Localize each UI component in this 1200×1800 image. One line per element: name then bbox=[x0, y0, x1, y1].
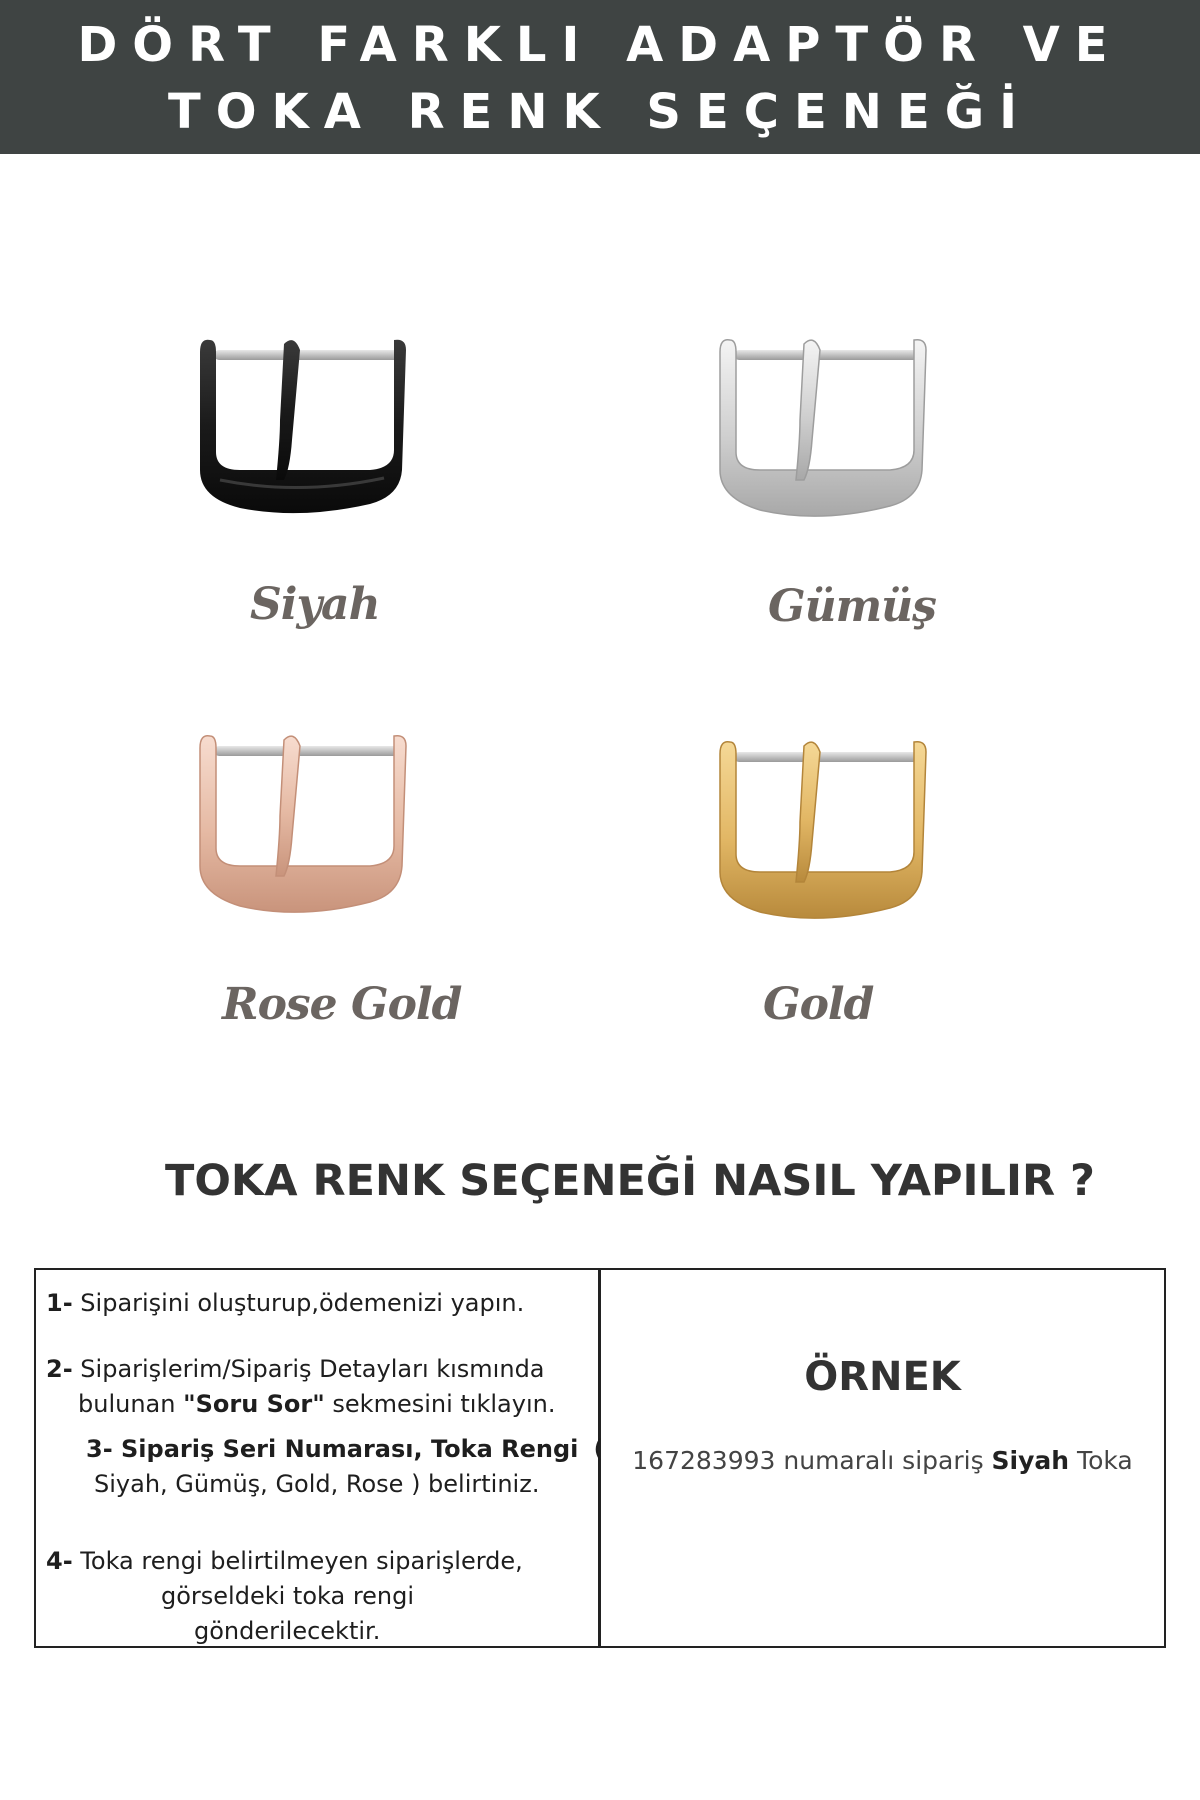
step-2-number: 2- bbox=[46, 1355, 73, 1383]
example-text-pre: 167283993 numaralı sipariş bbox=[632, 1446, 992, 1475]
step-2 bbox=[46, 1352, 545, 1387]
banner-title-line-2: TOKA RENK SEÇENEĞİ bbox=[167, 84, 1033, 140]
step-3-tail: ( bbox=[578, 1435, 604, 1463]
buckle-gold-icon bbox=[700, 722, 960, 932]
buckle-silver-icon bbox=[700, 320, 960, 530]
instructions-table bbox=[34, 1268, 1166, 1648]
buckle-black-icon bbox=[180, 320, 440, 530]
step-4-line-2: görseldeki toka rengi bbox=[161, 1582, 415, 1610]
step-3-line-2: Siyah, Gümüş, Gold, Rose ) belirtiniz. bbox=[94, 1470, 540, 1498]
step-4 bbox=[46, 1544, 523, 1579]
step-4-number: 4- bbox=[46, 1547, 73, 1575]
step-2-line-2 bbox=[78, 1387, 555, 1422]
buckle-label-gumus: Gümüş bbox=[768, 581, 936, 632]
buckle-label-rose-gold: Rose Gold bbox=[222, 979, 462, 1030]
example-column bbox=[601, 1270, 1164, 1646]
step-4-line-3: gönderilecektir. bbox=[194, 1617, 381, 1645]
example-text-post: Toka bbox=[1069, 1446, 1133, 1475]
step-2-line-2-pre: bulunan bbox=[78, 1390, 184, 1418]
step-1-text: Siparişini oluşturup,ödemenizi yapın. bbox=[72, 1289, 525, 1317]
example-text-color: Siyah bbox=[991, 1446, 1070, 1475]
step-2-text: Siparişlerim/Sipariş Detayları kısmında bbox=[72, 1355, 545, 1383]
steps-column bbox=[36, 1270, 604, 1646]
buckle-label-siyah: Siyah bbox=[250, 579, 380, 630]
buckle-rose-gold-icon bbox=[180, 716, 440, 926]
step-2-line-2-post: sekmesini tıklayın. bbox=[324, 1390, 556, 1418]
buckle-label-gold: Gold bbox=[763, 979, 874, 1030]
step-4-text: Toka rengi belirtilmeyen siparişlerde, bbox=[72, 1547, 523, 1575]
step-2-soru-sor: "Soru Sor" bbox=[183, 1390, 325, 1418]
header-banner bbox=[0, 0, 1200, 154]
example-title: ÖRNEK bbox=[804, 1354, 961, 1400]
step-3-bold: 3- Sipariş Seri Numarası, Toka Rengi bbox=[86, 1435, 579, 1463]
banner-title-line-1: DÖRT FARKLI ADAPTÖR VE bbox=[77, 17, 1123, 73]
step-3 bbox=[86, 1432, 603, 1467]
example-text bbox=[601, 1446, 1164, 1475]
step-1 bbox=[46, 1286, 524, 1321]
step-1-number: 1- bbox=[46, 1289, 73, 1317]
how-to-title: TOKA RENK SEÇENEĞİ NASIL YAPILIR ? bbox=[165, 1156, 1095, 1206]
